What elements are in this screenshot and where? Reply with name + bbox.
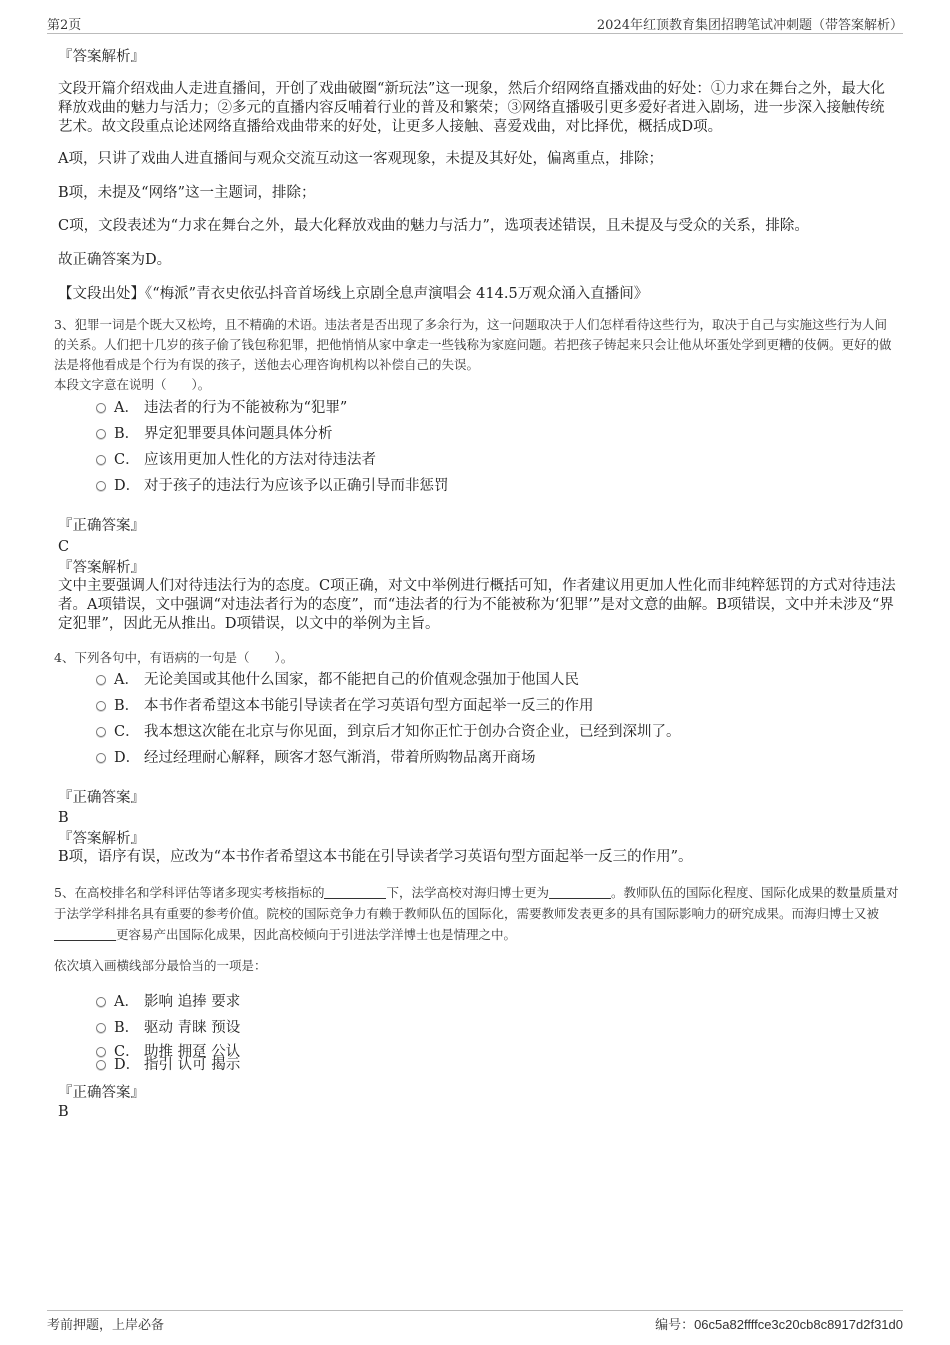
header-divider [47, 33, 903, 34]
q3-analysis-text: 文中主要强调人们对待违法行为的态度。C项正确，对文中举例进行概括可知，作者建议用更加人性化而非纯粹惩罚的方式对待违法者。A项错误，文中强调“对违法者行为的态度”，而“违法者的行为不能被称为‘犯罪’”是对文意的曲解。B项错误，文中并未涉及“界定犯罪”，因此无从推出。D项错误，以文中的举例为主旨。 [58, 578, 896, 632]
q2-analysis-title: 『答案解析』 [58, 49, 145, 65]
q3-analysis-title: 『答案解析』 [58, 560, 145, 576]
q3-option-a[interactable]: A． 违法者的行为不能被称为“犯罪” [96, 399, 347, 417]
q3-answer: C [58, 539, 70, 555]
fill-blank-2 [549, 886, 611, 899]
q4-analysis-text: B项，语序有误，应改为“本书作者希望这本书能在引导读者学习英语句型方面起举一反三的作用”。 [58, 849, 693, 865]
q5-prompt: 依次填入画横线部分最恰当的一项是： [54, 958, 267, 973]
q4-answer-title: 『正确答案』 [58, 790, 145, 806]
fill-blank-1 [324, 886, 386, 899]
q2-option-b-explanation: B项，未提及“网络”这一主题词，排除； [58, 185, 316, 201]
radio-icon[interactable] [96, 997, 106, 1007]
page-header [47, 14, 903, 32]
q3-option-c[interactable]: C． 应该用更加人性化的方法对待违法者 [96, 451, 376, 469]
q3-option-d[interactable]: D． 对于孩子的违法行为应该予以正确引导而非惩罚 [96, 477, 449, 495]
radio-icon[interactable] [96, 1023, 106, 1033]
document-title: 2024年红顶教育集团招聘笔试冲刺题（带答案解析） [596, 18, 903, 33]
radio-icon[interactable] [96, 1060, 106, 1070]
q3-answer-title: 『正确答案』 [58, 518, 145, 534]
q5-option-c[interactable]: C． 助推 拥趸 公认 [96, 1045, 240, 1059]
q5-answer-title: 『正确答案』 [58, 1085, 145, 1101]
radio-icon[interactable] [96, 429, 106, 439]
q3-stem: 3、犯罪一词是个既大又松垮，且不精确的术语。违法者是否出现了多余行为，这一问题取决于人们怎样看待这些行为，取决于自己与实施这些行为人间的关系。人们把十几岁的孩子偷了钱包称犯罪，把他悄悄从家中拿走一些钱称为家庭问题。若把孩子铸起来只会让他从坏蛋处学到更糟的伎俩。更好的做法是将他看成是个行为有误的孩子，送他去心理咨询机构以补偿自己的失误。 [54, 317, 892, 372]
footer-slogan: 考前押题，上岸必备 [47, 1318, 165, 1333]
q2-option-c-explanation: C项，文段表述为“力求在舞台之外，最大化释放戏曲的魅力与活力”，选项表述错误，且未提及与受众的关系，排除。 [58, 218, 809, 234]
q4-analysis-title: 『答案解析』 [58, 831, 145, 847]
q4-answer: B [58, 810, 69, 826]
q4-stem: 4、下列各句中，有语病的一句是（ ）。 [54, 650, 294, 665]
q2-option-a-explanation: A项，只讲了戏曲人进直播间与观众交流互动这一客观现象，未提及其好处，偏离重点，排除； [58, 151, 663, 167]
radio-icon[interactable] [96, 1047, 106, 1057]
footer-divider [47, 1310, 903, 1311]
radio-icon[interactable] [96, 675, 106, 685]
page-number: 第2页 [47, 18, 82, 33]
radio-icon[interactable] [96, 403, 106, 413]
q2-conclusion: 故正确答案为D。 [58, 252, 172, 268]
q4-option-b[interactable]: B． 本书作者希望这本书能引导读者在学习英语句型方面起举一反三的作用 [96, 697, 594, 715]
radio-icon[interactable] [96, 455, 106, 465]
q2-analysis-text: 文段开篇介绍戏曲人走进直播间，开创了戏曲破圈“新玩法”这一现象，然后介绍网络直播戏曲的好处：①力求在舞台之外，最大化释放戏曲的魅力与活力；②多元的直播内容反哺着行业的普及和繁荣；③网络直播吸引更多爱好者进入剧场，进一步深入接触传统艺术。故文段重点论述网络直播给戏曲带来的好处，让更多人接触、喜爱戏曲，对比择优，概括成D项。 [58, 81, 885, 135]
q3-prompt: 本段文字意在说明（ ）。 [54, 377, 211, 392]
q3-option-b[interactable]: B． 界定犯罪要具体问题具体分析 [96, 425, 333, 443]
q5-stem: 5、在高校排名和学科评估等诸多现实考核指标的 下，法学高校对海归博士更为 。教师队伍的国际化程度、国际化成果的数量质量对于法学学科排名具有重要的参考价值。院校的国际竞争力有赖于教师队伍的国际化，需要教师发表更多的具有国际影响力的研究成果。而海归博士又被更容易产出国际化成果，因此高校倾向于引进法学洋博士也是情理之中。 [54, 885, 899, 942]
q4-option-a[interactable]: A． 无论美国或其他什么国家，都不能把自己的价值观念强加于他国人民 [96, 671, 579, 689]
q5-option-b[interactable]: B． 驱动 青睐 预设 [96, 1019, 240, 1037]
fill-blank-3 [54, 928, 116, 941]
q5-answer: B [58, 1104, 69, 1120]
radio-icon[interactable] [96, 481, 106, 491]
q5-option-a[interactable]: A． 影响 追捧 要求 [96, 993, 240, 1011]
radio-icon[interactable] [96, 727, 106, 737]
q5-option-d[interactable]: D． 指引 认可 揭示 [96, 1058, 240, 1072]
q4-option-c[interactable]: C． 我本想这次能在北京与你见面，到京后才知你正忙于创办合资企业，已经到深圳了。 [96, 723, 681, 741]
q2-source: 【文段出处】《“梅派”青衣史依弘抖音首场线上京剧全息声演唱会 414.5万观众涌入直播间》 [58, 286, 649, 302]
radio-icon[interactable] [96, 753, 106, 763]
radio-icon[interactable] [96, 701, 106, 711]
document-code: 编号：06c5a82ffffce3c20cb8c8917d2f31d0 [655, 1317, 903, 1333]
q4-option-d[interactable]: D． 经过经理耐心解释，顾客才怒气渐消，带着所购物品离开商场 [96, 749, 536, 767]
